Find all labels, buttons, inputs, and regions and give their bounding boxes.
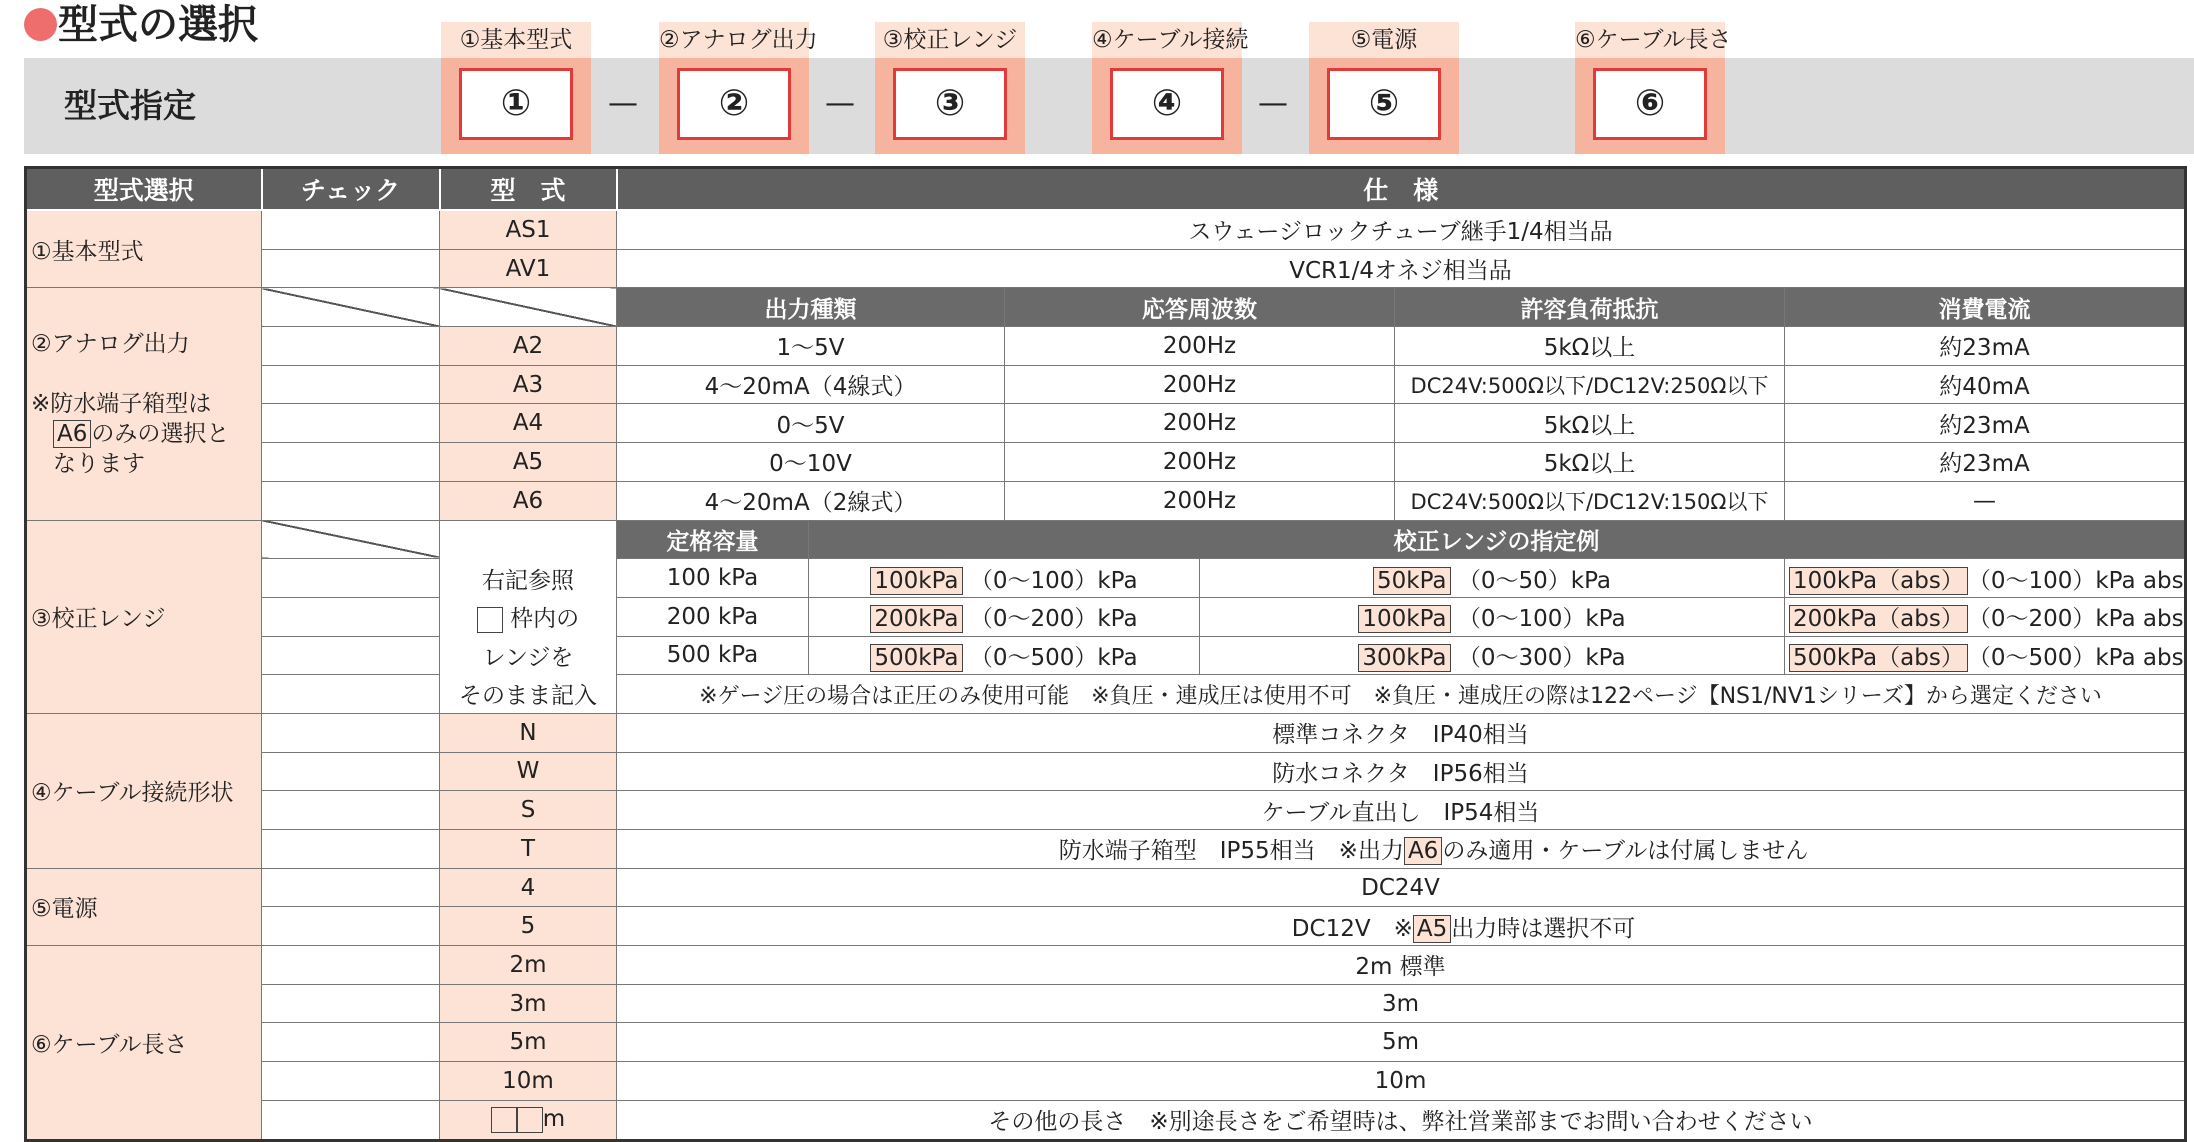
range-example-2: 100kPa （0～100）kPa (1200, 597, 1785, 636)
table-header-row (26, 168, 2186, 211)
range-code-line: 枠内の (440, 597, 617, 636)
table-row (26, 984, 2186, 1023)
slot-1-box[interactable]: ① (459, 68, 573, 140)
range-code-cell (440, 520, 617, 559)
subheader-current: 消費電流 (1785, 288, 2186, 327)
page-title: 型式の選択 (58, 2, 258, 48)
table-row (26, 1062, 2186, 1101)
check-cell[interactable] (262, 675, 440, 714)
model-code: A2 (440, 327, 617, 366)
slot-3-caption: ③校正レンジ (875, 22, 1025, 58)
table-row (26, 830, 2186, 869)
model-code: 5 (440, 907, 617, 946)
table-row (26, 791, 2186, 830)
check-cell[interactable] (262, 597, 440, 636)
spec-cell: DC24V (617, 868, 2186, 907)
spec-cell: 防水端子箱型 IP55相当 ※出力 A6 のみ適用・ケーブルは付属しません (617, 830, 2186, 869)
table-row (26, 1023, 2186, 1062)
code-box: A5 (1413, 915, 1451, 943)
current-cell: 約40mA (1785, 365, 2186, 404)
slot-4-box[interactable]: ④ (1110, 68, 1224, 140)
table-row (26, 481, 2186, 520)
check-cell[interactable] (262, 1023, 440, 1062)
range-note: ※ゲージ圧の場合は正圧のみ使用可能 ※負圧・連成圧は使用不可 ※負圧・連成圧の際は122ページ【NS1/NV1シリーズ】から選定ください (617, 675, 2186, 714)
frequency-cell: 200Hz (1005, 327, 1395, 366)
table-row (26, 636, 2186, 675)
table-row (26, 1100, 2186, 1140)
range-example-2: 50kPa （0～50）kPa (1200, 559, 1785, 598)
header-check: チェック (262, 168, 440, 211)
rated-cell: 100 kPa (617, 559, 809, 598)
slot-separator: — (825, 86, 855, 121)
range-code-line: そのまま記入 (440, 675, 617, 714)
check-cell[interactable] (262, 404, 440, 443)
table-row (26, 713, 2186, 752)
table-row (26, 907, 2186, 946)
table-row (26, 249, 2186, 288)
table-row (26, 946, 2186, 985)
model-code: N (440, 713, 617, 752)
subheader-range-example: 校正レンジの指定例 (809, 520, 2186, 559)
header-model: 型 式 (440, 168, 617, 211)
group-analog-output (26, 288, 262, 520)
table-row (26, 597, 2186, 636)
check-cell[interactable] (262, 365, 440, 404)
load-cell: DC24V:500Ω以下/DC12V:150Ω以下 (1395, 481, 1785, 520)
table-row (26, 327, 2186, 366)
model-code: A5 (440, 443, 617, 482)
check-cell[interactable] (262, 1100, 440, 1140)
output-cell: 0～5V (617, 404, 1005, 443)
diagonal-cell (262, 520, 440, 559)
check-cell[interactable] (262, 443, 440, 482)
slot-3-box[interactable]: ③ (893, 68, 1007, 140)
check-cell[interactable] (262, 481, 440, 520)
slot-6-box[interactable]: ⑥ (1593, 68, 1707, 140)
table-row (26, 288, 2186, 327)
range-example-3: 200kPa（abs） （0～200）kPa abs (1785, 597, 2186, 636)
range-example-1: 500kPa （0～500）kPa (809, 636, 1200, 675)
slot-4-caption: ④ケーブル接続 (1092, 22, 1242, 58)
header-spec: 仕 様 (617, 168, 2186, 211)
slot-separator: — (608, 86, 638, 121)
spec-cell: 5m (617, 1023, 2186, 1062)
model-code: m (440, 1100, 617, 1140)
slot-6-caption: ⑥ケーブル長さ (1575, 22, 1725, 58)
frequency-cell: 200Hz (1005, 404, 1395, 443)
group-basic-model: ①基本型式 (26, 210, 262, 288)
spec-cell: スウェージロックチューブ継手1/4相当品 (617, 210, 2186, 249)
model-code: AV1 (440, 249, 617, 288)
model-code: 10m (440, 1062, 617, 1101)
spec-cell: 防水コネクタ IP56相当 (617, 752, 2186, 791)
output-cell: 1～5V (617, 327, 1005, 366)
table-row (26, 404, 2186, 443)
output-cell: 4～20mA（4線式） (617, 365, 1005, 404)
range-example-1: 100kPa （0～100）kPa (809, 559, 1200, 598)
check-cell[interactable] (262, 327, 440, 366)
model-code: AS1 (440, 210, 617, 249)
table-row (26, 365, 2186, 404)
header-select: 型式選択 (26, 168, 262, 211)
model-code: 4 (440, 868, 617, 907)
table-row (26, 752, 2186, 791)
check-cell[interactable] (262, 210, 440, 249)
diagonal-cell (262, 288, 440, 327)
spec-cell: DC12V ※ A5 出力時は選択不可 (617, 907, 2186, 946)
spec-cell: 10m (617, 1062, 2186, 1101)
empty-box-icon (477, 607, 503, 633)
group-note: A6 のみの選択と (31, 419, 257, 449)
rated-cell: 200 kPa (617, 597, 809, 636)
model-code: A6 (440, 481, 617, 520)
model-designation-label: 型式指定 (64, 86, 196, 125)
title-bullet-icon (24, 8, 57, 41)
current-cell: 約23mA (1785, 327, 2186, 366)
load-cell: 5kΩ以上 (1395, 443, 1785, 482)
check-cell[interactable] (262, 791, 440, 830)
group-cable-length: ⑥ケーブル長さ (26, 946, 262, 1140)
frequency-cell: 200Hz (1005, 481, 1395, 520)
model-code: 2m (440, 946, 617, 985)
check-cell[interactable] (262, 830, 440, 869)
check-cell[interactable] (262, 713, 440, 752)
code-box: A6 (1404, 837, 1442, 865)
check-cell[interactable] (262, 636, 440, 675)
empty-box-icon (517, 1107, 543, 1133)
model-code: 3m (440, 984, 617, 1023)
range-code-line: 右記参照 (440, 559, 617, 598)
rated-cell: 500 kPa (617, 636, 809, 675)
check-cell[interactable] (262, 907, 440, 946)
range-example-1: 200kPa （0～200）kPa (809, 597, 1200, 636)
frequency-cell: 200Hz (1005, 443, 1395, 482)
check-cell[interactable] (262, 1062, 440, 1101)
slot-5-box[interactable]: ⑤ (1327, 68, 1441, 140)
group-title: ②アナログ出力 (31, 330, 190, 357)
slot-2-box[interactable]: ② (677, 68, 791, 140)
spec-cell: VCR1/4オネジ相当品 (617, 249, 2186, 288)
check-cell[interactable] (262, 752, 440, 791)
group-cable-connection: ④ケーブル接続形状 (26, 713, 262, 868)
model-code: A3 (440, 365, 617, 404)
table-row (26, 443, 2186, 482)
model-selection-table (24, 166, 2187, 1142)
subheader-frequency: 応答周波数 (1005, 288, 1395, 327)
group-note: なります (53, 450, 145, 477)
table-row (26, 520, 2186, 559)
subheader-rated-capacity: 定格容量 (617, 520, 809, 559)
output-cell: 4～20mA（2線式） (617, 481, 1005, 520)
slot-2-caption: ②アナログ出力 (659, 22, 809, 58)
diagonal-cell (440, 288, 617, 327)
empty-box-icon (491, 1107, 517, 1133)
model-code: T (440, 830, 617, 869)
check-cell[interactable] (262, 868, 440, 907)
group-note: ※防水端子箱型は (31, 390, 212, 417)
spec-cell: 3m (617, 984, 2186, 1023)
slot-5-caption: ⑤電源 (1309, 22, 1459, 58)
range-example-2: 300kPa （0～300）kPa (1200, 636, 1785, 675)
current-cell: — (1785, 481, 2186, 520)
range-example-3: 100kPa（abs） （0～100）kPa abs (1785, 559, 2186, 598)
range-code-line: レンジを (440, 636, 617, 675)
check-cell[interactable] (262, 559, 440, 598)
group-power: ⑤電源 (26, 868, 262, 945)
table-row (26, 210, 2186, 249)
spec-cell: ケーブル直出し IP54相当 (617, 791, 2186, 830)
table-row (26, 675, 2186, 714)
spec-cell: 標準コネクタ IP40相当 (617, 713, 2186, 752)
model-code: 5m (440, 1023, 617, 1062)
check-cell[interactable] (262, 984, 440, 1023)
load-cell: 5kΩ以上 (1395, 404, 1785, 443)
check-cell[interactable] (262, 946, 440, 985)
table-row (26, 868, 2186, 907)
subheader-load: 許容負荷抵抗 (1395, 288, 1785, 327)
output-cell: 0～10V (617, 443, 1005, 482)
spec-cell: その他の長さ ※別途長さをご希望時は、弊社営業部までお問い合わせください (617, 1100, 2186, 1140)
check-cell[interactable] (262, 249, 440, 288)
subheader-output-type: 出力種類 (617, 288, 1005, 327)
model-code: S (440, 791, 617, 830)
table-row (26, 559, 2186, 598)
load-cell: DC24V:500Ω以下/DC12V:250Ω以下 (1395, 365, 1785, 404)
spec-cell: 2m 標準 (617, 946, 2186, 985)
current-cell: 約23mA (1785, 443, 2186, 482)
slot-1-caption: ①基本型式 (441, 22, 591, 58)
current-cell: 約23mA (1785, 404, 2186, 443)
slot-separator: — (1258, 86, 1288, 121)
code-box: A6 (53, 420, 91, 448)
model-code: W (440, 752, 617, 791)
frequency-cell: 200Hz (1005, 365, 1395, 404)
range-example-3: 500kPa（abs） （0～500）kPa abs (1785, 636, 2186, 675)
load-cell: 5kΩ以上 (1395, 327, 1785, 366)
model-code: A4 (440, 404, 617, 443)
group-calibration-range: ③校正レンジ (26, 520, 262, 713)
